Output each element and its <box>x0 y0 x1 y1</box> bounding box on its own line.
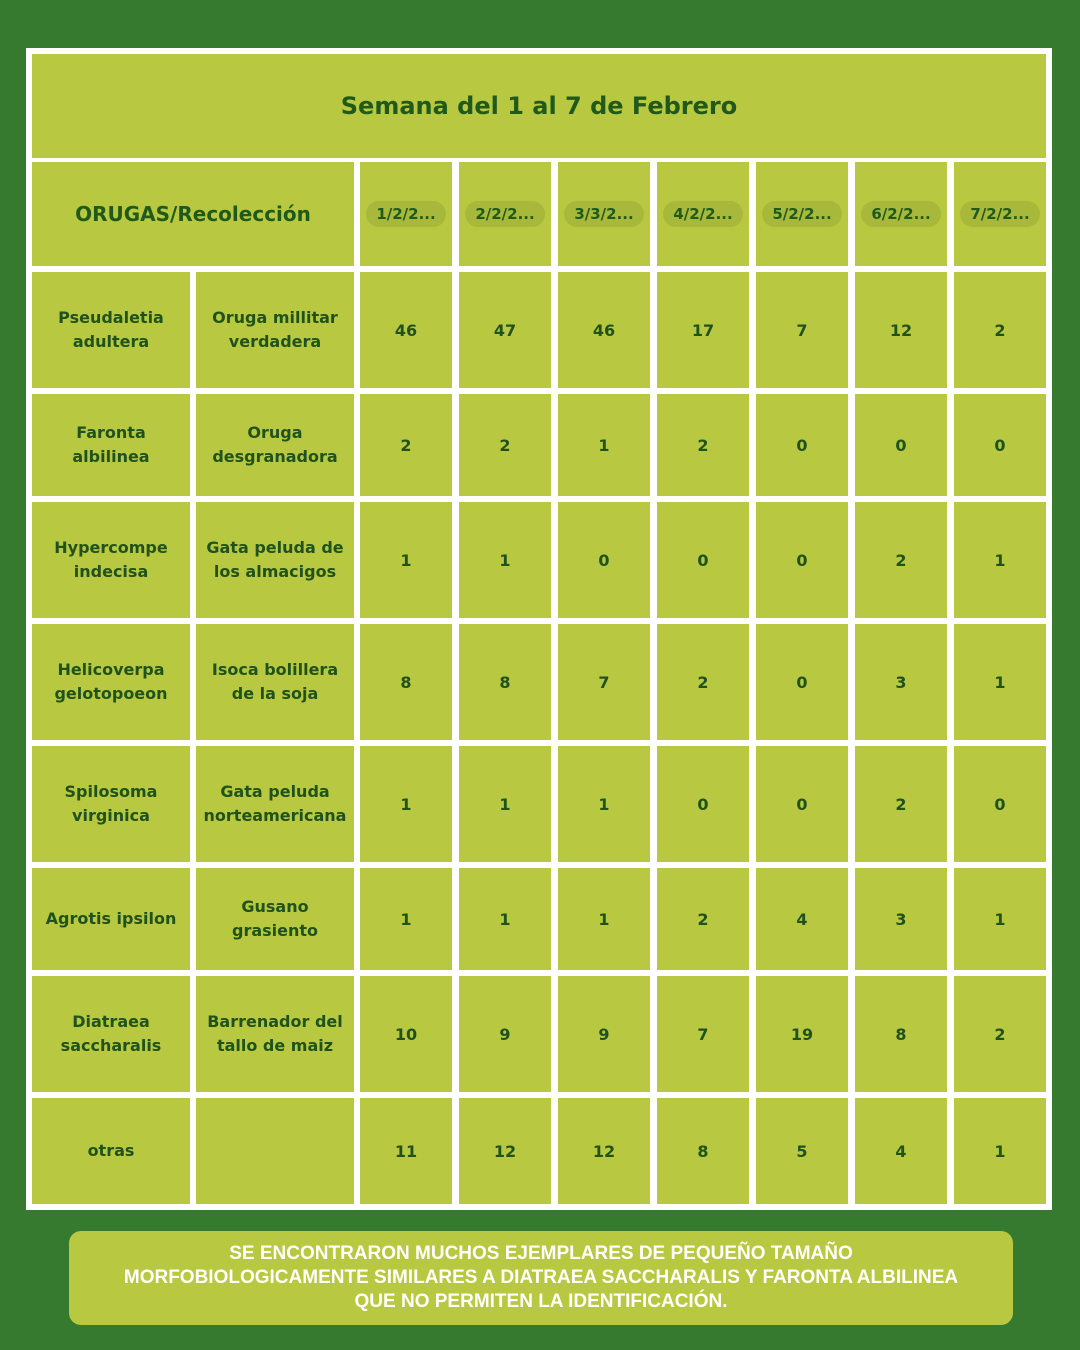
count-cell: 1 <box>954 624 1046 740</box>
note-text: SE ENCONTRARON MUCHOS EJEMPLARES DE PEQUEÑO TAMAÑO MORFOBIOLOGICAMENTE SIMILARES A DIATRAEA SACCHARALIS Y FARONTA ALBILINEA QUE NO PERMITEN LA IDENTIFICACIÓN. <box>123 1243 959 1312</box>
count-cell: 4 <box>855 1098 947 1204</box>
count-cell: 19 <box>756 976 848 1092</box>
count-cell: 2 <box>459 394 551 496</box>
count-cell: 1 <box>360 868 452 970</box>
date-label: 4/2/2... <box>663 201 742 227</box>
count-cell: 1 <box>360 746 452 862</box>
scientific-name: Diatraea saccharalis <box>32 976 190 1092</box>
count-cell: 1 <box>558 394 650 496</box>
date-label: 7/2/2... <box>960 201 1039 227</box>
data-table <box>26 48 1052 1210</box>
date-label: 5/2/2... <box>762 201 841 227</box>
count-cell: 12 <box>558 1098 650 1204</box>
date-label: 6/2/2... <box>861 201 940 227</box>
count-cell: 2 <box>954 272 1046 388</box>
note-box <box>69 1231 1013 1325</box>
count-cell: 8 <box>360 624 452 740</box>
count-cell: 0 <box>855 394 947 496</box>
scientific-name: otras <box>32 1098 190 1204</box>
count-cell: 9 <box>558 976 650 1092</box>
date-label: 3/3/2... <box>564 201 643 227</box>
count-cell: 1 <box>360 502 452 618</box>
count-cell: 1 <box>459 502 551 618</box>
count-cell: 1 <box>954 868 1046 970</box>
count-cell: 1 <box>954 1098 1046 1204</box>
count-cell: 2 <box>657 394 749 496</box>
count-cell: 0 <box>657 502 749 618</box>
count-cell: 10 <box>360 976 452 1092</box>
date-header <box>756 162 848 266</box>
count-cell: 0 <box>954 746 1046 862</box>
count-cell: 2 <box>360 394 452 496</box>
count-cell: 5 <box>756 1098 848 1204</box>
date-header <box>459 162 551 266</box>
count-cell: 1 <box>558 746 650 862</box>
count-cell: 0 <box>756 746 848 862</box>
count-cell: 12 <box>855 272 947 388</box>
date-header <box>855 162 947 266</box>
date-label: 2/2/2... <box>465 201 544 227</box>
count-cell: 2 <box>954 976 1046 1092</box>
common-name: Gusano grasiento <box>196 868 354 970</box>
count-cell: 7 <box>558 624 650 740</box>
count-cell: 8 <box>459 624 551 740</box>
header-label: ORUGAS/Recolección <box>32 162 354 266</box>
date-header <box>657 162 749 266</box>
common-name: Barrenador del tallo de maiz <box>196 976 354 1092</box>
count-cell: 0 <box>756 394 848 496</box>
count-cell: 1 <box>954 502 1046 618</box>
count-cell: 3 <box>855 868 947 970</box>
scientific-name: Pseudaletia adultera <box>32 272 190 388</box>
count-cell: 46 <box>360 272 452 388</box>
scientific-name: Helicoverpa gelotopoeon <box>32 624 190 740</box>
count-cell: 46 <box>558 272 650 388</box>
count-cell: 1 <box>459 868 551 970</box>
common-name: Isoca bolillera de la soja <box>196 624 354 740</box>
common-name <box>196 1098 354 1204</box>
common-name: Oruga desgranadora <box>196 394 354 496</box>
count-cell: 8 <box>855 976 947 1092</box>
count-cell: 47 <box>459 272 551 388</box>
common-name: Gata peluda de los almacigos <box>196 502 354 618</box>
count-cell: 2 <box>657 624 749 740</box>
table-title: Semana del 1 al 7 de Febrero <box>32 54 1046 158</box>
count-cell: 0 <box>657 746 749 862</box>
date-header <box>954 162 1046 266</box>
count-cell: 8 <box>657 1098 749 1204</box>
count-cell: 3 <box>855 624 947 740</box>
date-header <box>558 162 650 266</box>
count-cell: 0 <box>756 502 848 618</box>
count-cell: 1 <box>558 868 650 970</box>
count-cell: 17 <box>657 272 749 388</box>
count-cell: 11 <box>360 1098 452 1204</box>
date-label: 1/2/2... <box>366 201 445 227</box>
count-cell: 2 <box>657 868 749 970</box>
count-cell: 4 <box>756 868 848 970</box>
date-header <box>360 162 452 266</box>
scientific-name: Spilosoma virginica <box>32 746 190 862</box>
count-cell: 2 <box>855 746 947 862</box>
count-cell: 9 <box>459 976 551 1092</box>
count-cell: 0 <box>756 624 848 740</box>
common-name: Oruga millitar verdadera <box>196 272 354 388</box>
scientific-name: Faronta albilinea <box>32 394 190 496</box>
count-cell: 7 <box>756 272 848 388</box>
count-cell: 2 <box>855 502 947 618</box>
common-name: Gata peluda norteamericana <box>196 746 354 862</box>
count-cell: 0 <box>558 502 650 618</box>
count-cell: 12 <box>459 1098 551 1204</box>
scientific-name: Agrotis ipsilon <box>32 868 190 970</box>
count-cell: 7 <box>657 976 749 1092</box>
count-cell: 1 <box>459 746 551 862</box>
scientific-name: Hypercompe indecisa <box>32 502 190 618</box>
count-cell: 0 <box>954 394 1046 496</box>
